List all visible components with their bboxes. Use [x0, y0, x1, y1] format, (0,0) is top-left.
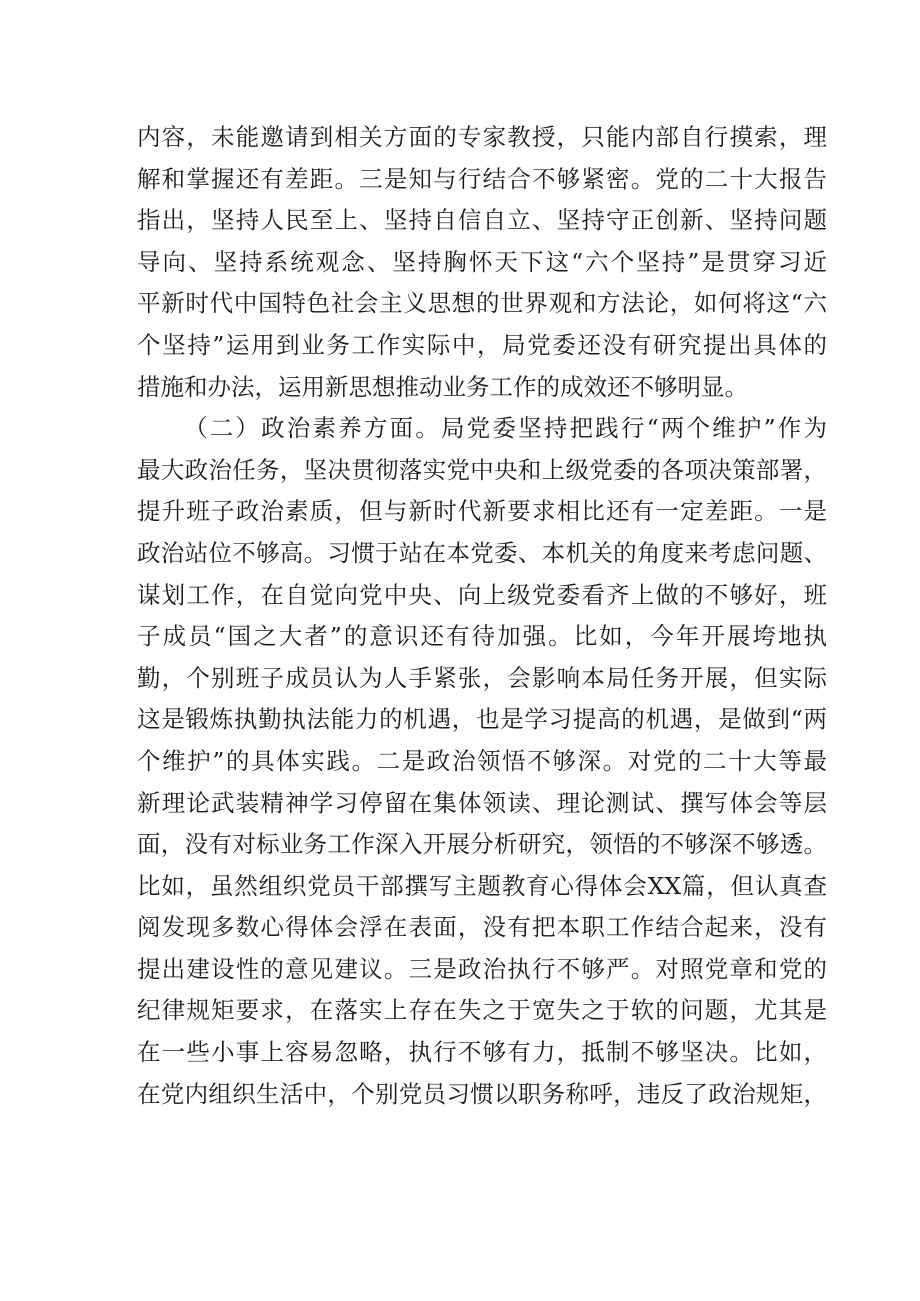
- body-text: [137, 117, 827, 1115]
- text-line: 提升班子政治素质，但与新时代新要求相比还有一定差距。一是: [137, 497, 827, 526]
- text-line: 面，没有对标业务工作深入开展分析研究，领悟的不够深不够透。: [137, 830, 827, 859]
- text-line: 措施和办法，运用新思想推动业务工作的成效还不够明显。: [137, 372, 748, 401]
- text-line: 个坚持”运用到业务工作实际中，局党委还没有研究提出具体的: [137, 330, 827, 359]
- text-line: 解和掌握还有差距。三是知与行结合不够紧密。党的二十大报告: [137, 164, 827, 193]
- text-line: 在一些小事上容易忽略，执行不够有力，抵制不够坚决。比如，: [137, 1038, 827, 1067]
- text-line: 谋划工作，在自觉向党中央、向上级党委看齐上做的不够好，班: [137, 580, 827, 609]
- section-heading-line: （二）政治素养方面。局党委坚持把践行“两个维护”作为: [184, 414, 827, 443]
- text-line: 阅发现多数心得体会浮在表面，没有把本职工作结合起来，没有: [137, 913, 827, 942]
- text-line: 导向、坚持系统观念、坚持胸怀天下这“六个坚持”是贯穿习近: [137, 247, 827, 276]
- text-line: 内容，未能邀请到相关方面的专家教授，只能内部自行摸索，理: [137, 123, 827, 151]
- text-line: 最大政治任务，坚决贯彻落实党中央和上级党委的各项决策部署，: [137, 455, 827, 484]
- text-line: 勤，个别班子成员认为人手紧张，会影响本局任务开展，但实际: [137, 663, 827, 692]
- text-line: 指出，坚持人民至上、坚持自信自立、坚持守正创新、坚持问题: [137, 206, 827, 235]
- text-line: 在党内组织生活中，个别党员习惯以职务称呼，违反了政治规矩，: [137, 1079, 827, 1108]
- text-line: 比如，虽然组织党员干部撰写主题教育心得体会XX篇，但认真查: [137, 871, 827, 900]
- text-line: 这是锻炼执勤执法能力的机遇，也是学习提高的机遇，是做到“两: [137, 705, 827, 734]
- text-line: 新理论武装精神学习停留在集体领读、理论测试、撰写体会等层: [137, 788, 827, 817]
- text-line: 纪律规矩要求，在落实上存在失之于宽失之于软的问题，尤其是: [137, 996, 827, 1025]
- text-line: 平新时代中国特色社会主义思想的世界观和方法论，如何将这“六: [137, 289, 827, 318]
- text-line: 政治站位不够高。习惯于站在本党委、本机关的角度来考虑问题、: [137, 538, 827, 567]
- text-line: 提出建设性的意见建议。三是政治执行不够严。对照党章和党的: [137, 954, 827, 983]
- text-line: 个维护”的具体实践。二是政治领悟不够深。对党的二十大等最: [137, 746, 827, 775]
- text-line: 子成员“国之大者”的意识还有待加强。比如，今年开展垮地执: [137, 622, 827, 651]
